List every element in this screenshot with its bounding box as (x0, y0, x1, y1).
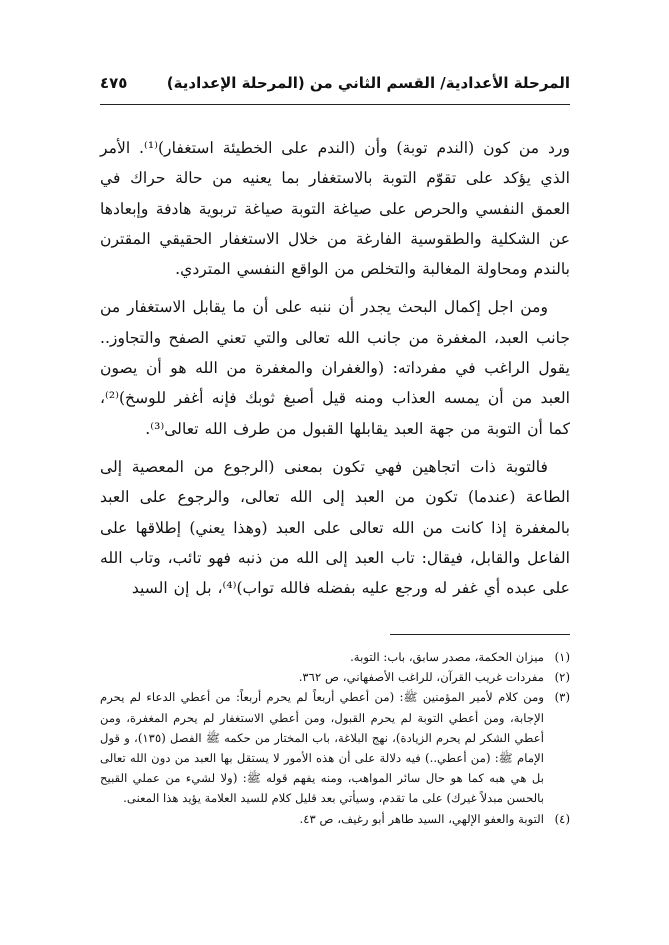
paragraph: فالتوبة ذات اتجاهين فهي تكون بمعنى (الرجوع من المعصية إلى الطاعة (عندما) تكون من العبد إلى الله تعالى، والرجوع على العبد بالمغفرة إذا كانت من الله تعالى على العبد (وهذا يعني) إطلاقها على الفاعل والقابل، فيقال: تاب العبد إلى الله من ذنبه فهو تائب، وتاب الله على عبده أي غفر له ورجع عليه بفضله فالله تواب)⁽⁴⁾، بل إن السيد (100, 457, 570, 598)
footnote (100, 647, 570, 667)
paragraph: ومن اجل إكمال البحث يجدر أن ننبه على أن ما يقابل الاستغفار من جانب العبد، المغفرة من جانب الله تعالى والتي تعني الصفح والتجاوز.. يقول الراغب في مفرداته: (والغفران والمغفرة من الله هو أن يصون العبد من أن يمسه العذاب ومنه قيل أصبغ ثوبك فإنه أغفر للوسخ)⁽²⁾، كما أن التوبة من جهة العبد يقابلها القبول من طرف الله تعالى⁽³⁾. (100, 298, 570, 438)
footnote-divider (390, 634, 570, 635)
page-header (100, 74, 570, 98)
footnote (100, 667, 570, 687)
footnote (100, 809, 570, 829)
paragraph: ورد من كون (الندم توبة) وأن (الندم على الخطيئة استغفار)⁽¹⁾. الأمر الذي يؤكد على تقوّم التوبة بالاستغفار بما يعنيه من حالة حراك في العمق النفسي والحرص على صياغة التوبة صياغة تربوية هادفة وإبعادها عن الشكلية والطقوسية الفارغة من خلال الاستغفار الحقيقي المقترن بالندم ومحاولة المغالبة والتخلص من الواقع النفسي المتردي. (100, 139, 570, 279)
footnote-text: ومن كلام لأمير المؤمنين ﷺ: (من أعطي أربعاً لم يحرم أربعاً: من أعطي الدعاء لم يحرم الإجابة، ومن أعطي التوبة لم يحرم القبول، ومن أعطي الاستغفار لم يحرم المغفرة، ومن أعطي الشكر لم يحرم الزيادة)، نهج البلاغة، باب المختار من حكمه ﷺ الفصل (١٣٥)، و قول الإمام ﷺ: (من أعطي..) فيه دلالة على أن هذه الأمور لا يستقل بها العبد من دون الله تعالى بل هي هبه كما هو حال سائر المواهب، ومنه يفهم قوله ﷺ: (ولا لشيء من عملي القبيح بالحسن مبدلاً غيرك) على ما تقدم، وسيأتي بعد قليل كلام للسيد العلامة يؤيد هذا المعنى. (100, 690, 544, 806)
footnote-text: التوبة والعفو الإلهي، السيد طاهر أبو رغيف، ص ٤٣. (299, 811, 544, 826)
header-divider (100, 104, 570, 105)
running-title: المرحلة الأعدادية/ القسم الثاني من (المرحلة الإعدادية) (166, 74, 570, 92)
footnote (100, 687, 570, 808)
footnote-number: (٤) (554, 811, 570, 826)
footnote-number: (١) (554, 650, 570, 664)
footnote-text: ميزان الحكمة، مصدر سابق، باب: التوبة. (350, 650, 544, 664)
page-number: ٤٧٥ (100, 74, 128, 92)
body-text (100, 133, 570, 611)
footnotes (100, 647, 570, 829)
footnote-text: مفردات غريب القرآن، للراغب الأصفهاني، ص ٣٦٢. (298, 670, 544, 685)
footnote-number: (٢) (554, 670, 570, 685)
footnote-number: (٣) (554, 690, 570, 705)
